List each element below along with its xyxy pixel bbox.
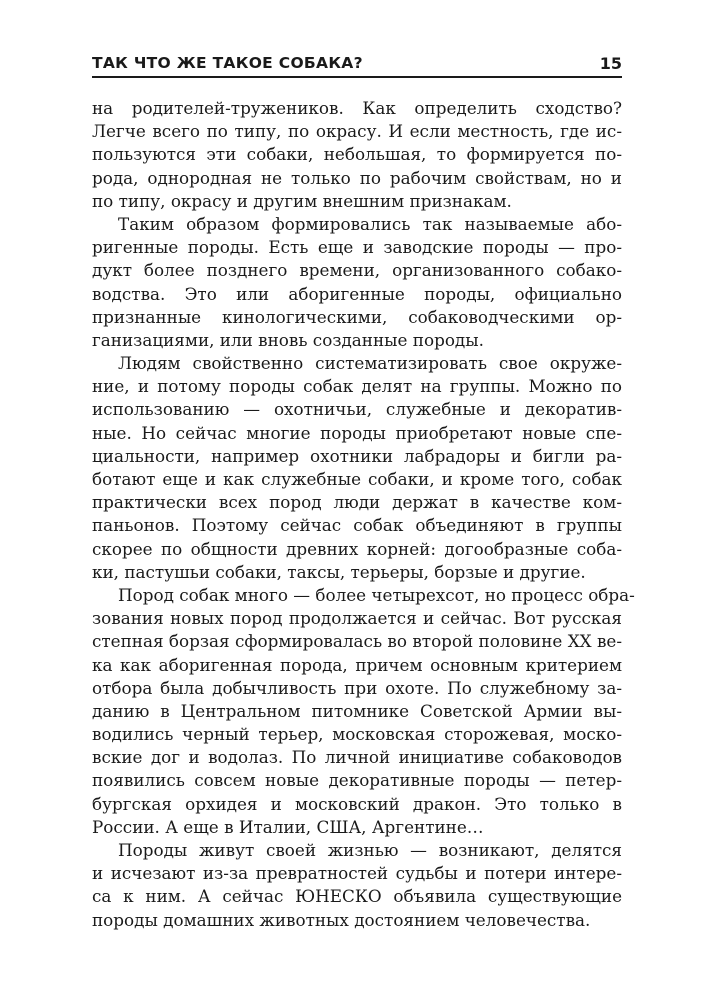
text-line: отбора была добычливость при охоте. По служебному за-: [92, 677, 622, 698]
text-line: бургская орхидея и московский дракон. Это только в: [92, 793, 622, 814]
text-line: России. А еще в Италии, США, Аргентине…: [92, 816, 484, 837]
text-line: скорее по общности древних корней: догообразные соба-: [92, 538, 622, 559]
text-line: дукт более позднего времени, организованного собако-: [92, 260, 622, 281]
text-line: практически всех пород люди держат в качестве ком-: [92, 492, 622, 513]
text-line: ные. Но сейчас многие породы приобретают новые спе-: [92, 422, 622, 443]
text-line: са к ним. А сейчас ЮНЕСКО объявила существующие: [92, 886, 622, 907]
paragraph: [92, 839, 622, 932]
text-line: степная борзая сформировалась во второй половине XX ве-: [92, 631, 622, 652]
text-line: вские дог и водолаз. По личной инициативе собаководов: [92, 747, 622, 768]
page-number: 15: [599, 54, 622, 73]
text-line: ботают еще и как служебные собаки, и кроме того, собак: [92, 469, 622, 489]
text-line: ка как аборигенная порода, причем основным критерием: [92, 654, 622, 675]
text-line: водства. Это или аборигенные породы, официально: [92, 283, 622, 304]
text-line: ригенные породы. Есть еще и заводские породы — про-: [92, 237, 622, 258]
text-line: признанные кинологическими, собаководческими ор-: [92, 306, 622, 327]
text-line: циальности, например охотники лабрадоры и бигли ра-: [92, 445, 622, 466]
text-line: зования новых пород продолжается и сейчас. Вот русская: [92, 608, 622, 629]
text-line: ние, и потому породы собак делят на группы. Можно по: [92, 376, 622, 397]
text-line: ганизациями, или вновь созданные породы.: [92, 329, 484, 350]
text-line: использованию — охотничьи, служебные и декоратив-: [92, 399, 622, 420]
text-line: Легче всего по типу, по окрасу. И если местность, где ис-: [92, 121, 622, 142]
text-line: по типу, окрасу и другим внешним признакам.: [92, 190, 512, 211]
body-text: [92, 97, 635, 932]
text-line: Таким образом формировались так называемые або-: [118, 213, 622, 234]
text-line: рода, однородная не только по рабочим свойствам, но и: [92, 167, 622, 188]
text-line: пользуются эти собаки, небольшая, то формируется по-: [92, 144, 622, 165]
text-line: Людям свойственно систематизировать свое окруже-: [118, 353, 622, 374]
text-line: Породы живут своей жизнью — возникают, делятся: [118, 840, 622, 860]
text-line: появились совсем новые декоративные породы — петер-: [92, 770, 622, 791]
paragraph: [92, 584, 635, 839]
running-header: [92, 50, 622, 78]
paragraph: [92, 213, 622, 352]
paragraph: [92, 97, 622, 213]
text-line: и исчезают из-за превратностей судьбы и потери интере-: [92, 863, 622, 884]
text-line: Пород собак много — более четырехсот, но процесс обра-: [118, 584, 635, 605]
text-line: данию в Центральном питомнике Советской Армии вы-: [92, 700, 622, 721]
text-line: ки, пастушьи собаки, таксы, терьеры, борзые и другие.: [92, 561, 586, 582]
chapter-title: ТАК ЧТО ЖЕ ТАКОЕ СОБАКА?: [92, 54, 363, 72]
text-line: паньонов. Поэтому сейчас собак объединяют в группы: [92, 515, 622, 536]
text-line: на родителей-тружеников. Как определить сходство?: [92, 98, 622, 118]
paragraph: [92, 352, 622, 584]
text-line: водились черный терьер, московская сторожевая, моско-: [92, 724, 622, 745]
text-line: породы домашних животных достоянием человечества.: [92, 909, 591, 930]
